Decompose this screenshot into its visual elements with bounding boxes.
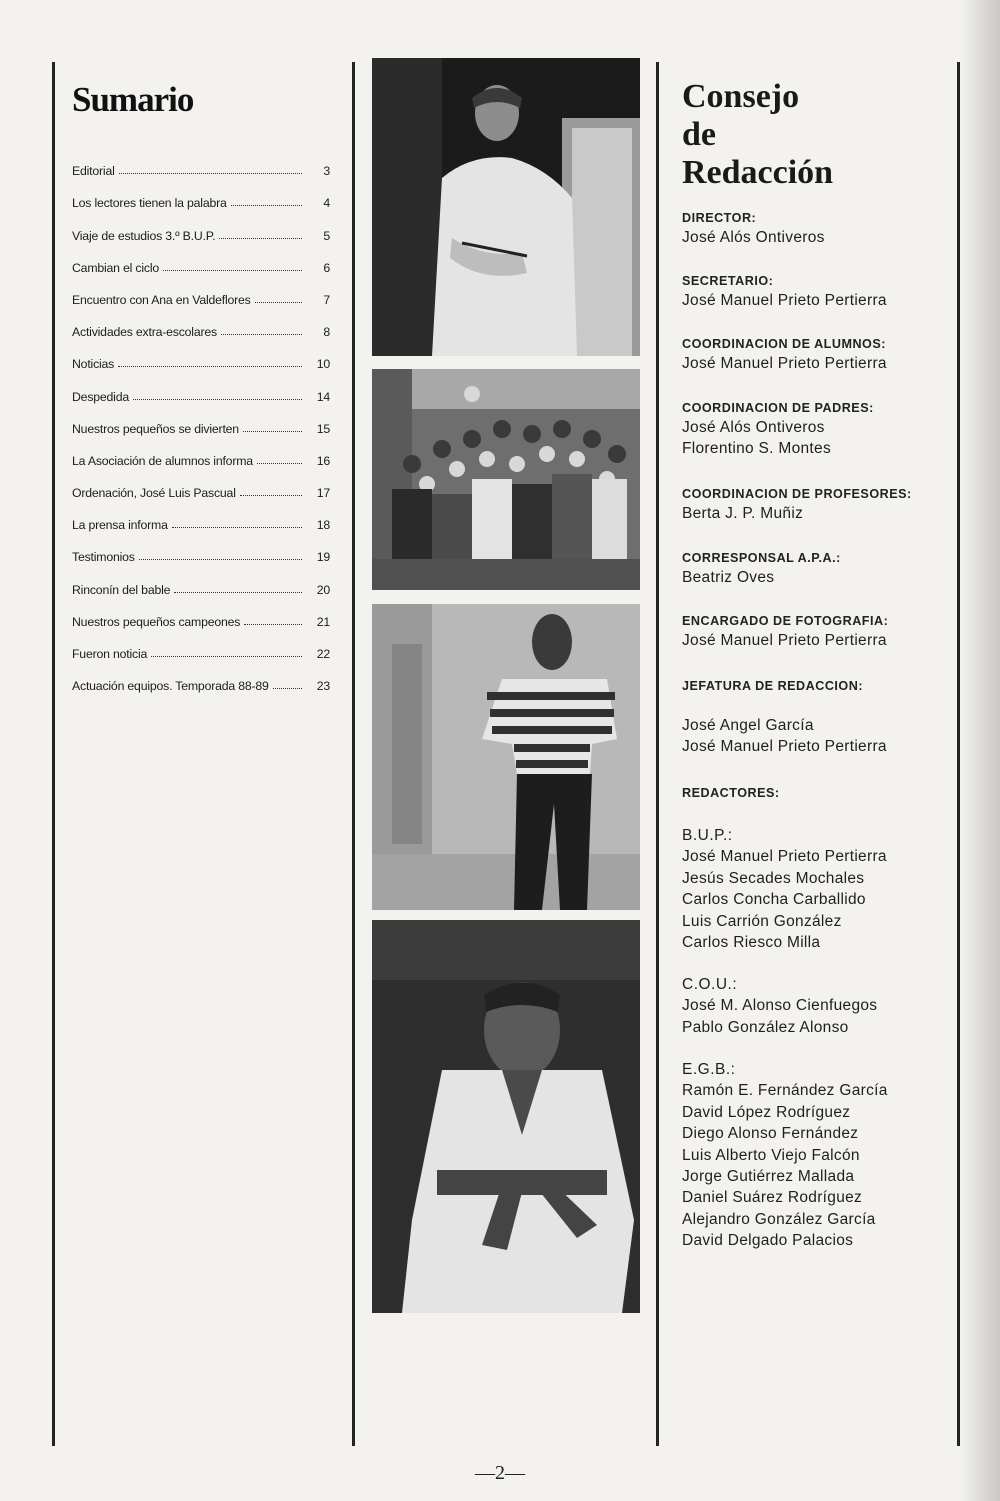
- toc-entry-page: 17: [316, 486, 330, 501]
- toc-entry-title: Rinconín del bable: [72, 582, 171, 597]
- toc-entry-page: 3: [323, 164, 330, 179]
- toc-entry: [72, 404, 330, 436]
- staff-name: Berta J. P. Muñiz: [682, 505, 804, 522]
- staff-name: Daniel Suárez Rodríguez: [682, 1189, 863, 1207]
- staff-name: Luis Carrión González: [682, 912, 842, 930]
- staff-name: Pablo González Alonso: [682, 1018, 849, 1036]
- toc-leader-dots: [133, 399, 302, 400]
- toc-entry-title: Los lectores tienen la palabra: [72, 196, 227, 211]
- toc-entry-page: 8: [323, 325, 330, 340]
- center-left-rule: [352, 62, 355, 1446]
- sumario-title: Sumario: [72, 80, 194, 119]
- toc-leader-dots: [231, 205, 302, 206]
- toc-entry-page: 23: [316, 679, 330, 694]
- staff-name: Carlos Riesco Milla: [682, 934, 821, 952]
- toc-entry-page: 22: [316, 647, 330, 661]
- staff-redactores: [682, 784, 962, 802]
- staff-name: Jesús Secades Mochales: [682, 869, 865, 887]
- toc-entry: [72, 436, 330, 468]
- staff-coordinacion-padres: [682, 399, 962, 460]
- toc-entry-page: 18: [316, 518, 330, 533]
- toc-entry: [72, 371, 330, 403]
- toc-entry-page: 7: [323, 292, 330, 307]
- toc-entry-page: 6: [323, 260, 330, 275]
- staff-name: Alejandro González García: [682, 1210, 876, 1228]
- section-label: C.O.U.:: [682, 976, 738, 993]
- toc-entry-title: Cambian el ciclo: [72, 260, 160, 275]
- staff-fotografia: [682, 612, 962, 651]
- role-label: ENCARGADO DE FOTOGRAFIA:: [682, 614, 889, 628]
- toc-leader-dots: [174, 592, 302, 593]
- toc-entry-title: Testimonios: [72, 550, 135, 565]
- toc-entry-title: La Asociación de alumnos informa: [72, 453, 253, 468]
- staff-name: Luis Alberto Viejo Falcón: [682, 1146, 860, 1164]
- toc-entry-title: Actuación equipos. Temporada 88-89: [72, 679, 269, 694]
- toc-leader-dots: [255, 302, 302, 303]
- toc-entry-title: Noticias: [72, 357, 115, 372]
- toc-entry: [72, 661, 330, 693]
- photo-class-group: [372, 369, 640, 590]
- toc-leader-dots: [240, 495, 302, 496]
- toc-entry-page: 4: [323, 196, 330, 211]
- role-label: SECRETARIO:: [682, 274, 774, 288]
- staff-coordinacion-alumnos: [682, 335, 962, 374]
- consejo-title-line: de: [682, 116, 716, 153]
- toc-entry-page: 5: [323, 228, 330, 243]
- toc-entry-title: Ordenación, José Luis Pascual: [72, 486, 236, 501]
- toc-leader-dots: [257, 463, 302, 464]
- staff-coordinacion-profesores: [682, 485, 962, 524]
- toc-entry-title: Viaje de estudios 3.º B.U.P.: [72, 228, 216, 243]
- staff-name: Carlos Concha Carballido: [682, 891, 866, 909]
- toc-leader-dots: [151, 656, 302, 657]
- toc-entry: [72, 629, 330, 661]
- section-label: B.U.P.:: [682, 827, 733, 844]
- toc-leader-dots: [163, 270, 302, 271]
- staff-name: José Manuel Prieto Pertierra: [682, 292, 887, 309]
- toc-entry: [72, 500, 330, 532]
- toc-entry-title: Nuestros pequeños se divierten: [72, 421, 239, 436]
- toc-leader-dots: [244, 624, 302, 625]
- center-right-rule: [656, 62, 659, 1446]
- staff-name: David Delgado Palacios: [682, 1232, 854, 1250]
- page-number: —2—: [475, 1462, 525, 1484]
- staff-name: José Alós Ontiveros: [682, 229, 825, 246]
- redactores-egb: [682, 1059, 962, 1252]
- page-edge-shadow: [960, 0, 1000, 1501]
- toc-entry: [72, 275, 330, 307]
- toc-entry: [72, 339, 330, 371]
- staff-corresponsal: [682, 549, 962, 588]
- staff-name: José Manuel Prieto Pertierra: [682, 632, 887, 649]
- consejo-title-line: Consejo: [682, 78, 800, 115]
- staff-name: José Manuel Prieto Pertierra: [682, 848, 887, 866]
- left-column-rule: [52, 62, 55, 1446]
- toc-entry-page: 16: [316, 453, 330, 468]
- toc-entry: [72, 532, 330, 564]
- photo-altar-server: [372, 58, 640, 356]
- toc-leader-dots: [118, 366, 302, 367]
- redactores-bup: [682, 825, 962, 953]
- staff-name: Diego Alonso Fernández: [682, 1125, 859, 1143]
- staff-name: José Angel García: [682, 717, 814, 734]
- staff-name: José Manuel Prieto Pertierra: [682, 738, 887, 756]
- toc-leader-dots: [243, 431, 302, 432]
- role-label: REDACTORES:: [682, 786, 780, 800]
- consejo-title: [682, 78, 833, 192]
- toc-entry-page: 19: [316, 550, 330, 565]
- role-label: DIRECTOR:: [682, 211, 757, 225]
- role-label: CORRESPONSAL A.P.A.:: [682, 551, 841, 565]
- toc-entry: [72, 564, 330, 596]
- staff-director: [682, 209, 962, 248]
- toc-entry-page: 15: [316, 421, 330, 436]
- toc-entry-page: 14: [316, 389, 330, 404]
- toc-entry-page: 10: [316, 357, 330, 372]
- toc-entry-title: Actividades extra-escolares: [72, 325, 217, 340]
- toc-leader-dots: [119, 173, 302, 174]
- toc-leader-dots: [172, 527, 302, 528]
- toc-entry: [72, 146, 330, 178]
- staff-name: David López Rodríguez: [682, 1103, 851, 1121]
- toc-entry-title: Despedida: [72, 389, 129, 404]
- staff-jefatura: [682, 677, 962, 758]
- toc-leader-dots: [139, 559, 302, 560]
- toc-entry-page: 20: [316, 582, 330, 597]
- photo-man-striped-shirt: [372, 604, 640, 910]
- staff-name: José Manuel Prieto Pertierra: [682, 355, 887, 372]
- role-label: COORDINACION DE PROFESORES:: [682, 487, 912, 501]
- toc-entry: [72, 243, 330, 275]
- toc-entry: [72, 210, 330, 242]
- toc-entry-title: Encuentro con Ana en Valdeflores: [72, 292, 251, 307]
- toc-entry: [72, 597, 330, 629]
- role-label: COORDINACION DE PADRES:: [682, 401, 874, 415]
- toc-leader-dots: [219, 238, 302, 239]
- toc-leader-dots: [221, 334, 302, 335]
- table-of-contents: [72, 146, 330, 693]
- consejo-title-line: Redacción: [682, 154, 834, 191]
- section-label: E.G.B.:: [682, 1061, 736, 1078]
- staff-name: José Alós Ontiveros: [682, 419, 825, 436]
- toc-entry-title: Editorial: [72, 164, 115, 179]
- role-label: COORDINACION DE ALUMNOS:: [682, 337, 886, 351]
- toc-entry-page: 21: [316, 614, 330, 629]
- toc-leader-dots: [273, 688, 302, 689]
- toc-entry: [72, 468, 330, 500]
- toc-entry-title: Fueron noticia: [72, 647, 148, 661]
- toc-entry: [72, 178, 330, 210]
- toc-entry-title: Nuestros pequeños campeones: [72, 614, 241, 629]
- staff-name: Florentino S. Montes: [682, 440, 832, 458]
- staff-secretario: [682, 272, 962, 311]
- toc-entry-title: La prensa informa: [72, 518, 168, 533]
- role-label: JEFATURA DE REDACCION:: [682, 679, 864, 693]
- redactores-cou: [682, 974, 962, 1038]
- photo-judo-student: [372, 920, 640, 1313]
- toc-entry: [72, 307, 330, 339]
- staff-name: Ramón E. Fernández García: [682, 1082, 888, 1100]
- staff-name: Jorge Gutiérrez Mallada: [682, 1168, 855, 1186]
- staff-name: José M. Alonso Cienfuegos: [682, 997, 878, 1015]
- staff-name: Beatriz Oves: [682, 569, 775, 586]
